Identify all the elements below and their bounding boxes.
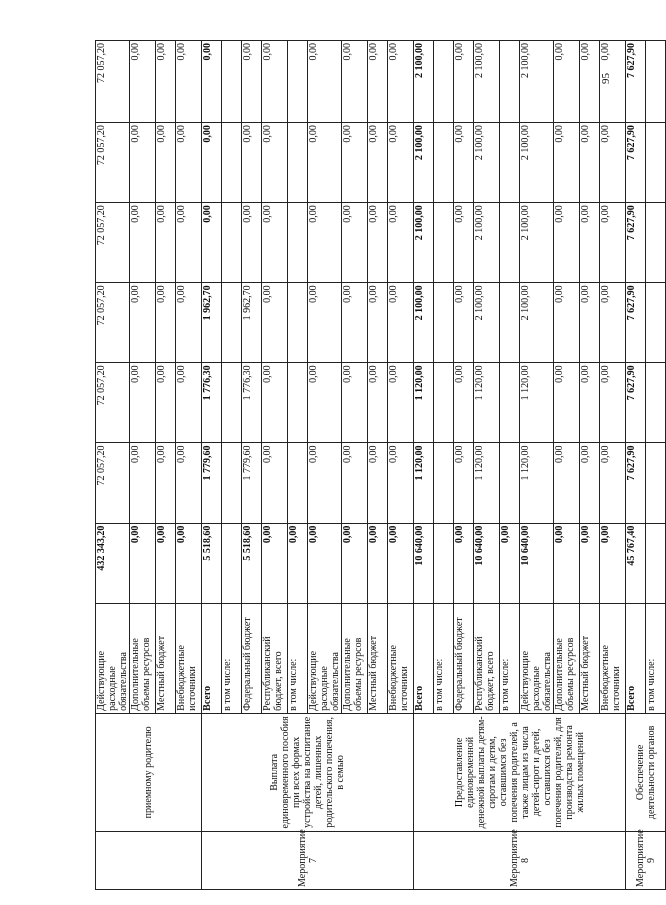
funding-source-cell: Местный бюджет (156, 603, 176, 713)
amount-cell: 0,00 (454, 283, 474, 363)
amount-cell: 0,00 (176, 123, 202, 203)
amount-cell (288, 123, 308, 203)
event-number-cell: Мероприятие 7 (202, 831, 414, 889)
amount-cell: 2 100,00 (520, 283, 554, 363)
amount-cell: 1 962,70 (242, 283, 262, 363)
amount-cell (646, 41, 666, 123)
event-name-cell: Предоставление единовременной денежной выплаты детям-сиротам и детям, оставшимся без попечения родителей, а также лицам из числа детей-сирот и детей, оставшихся без попечения родителей, для производства ремонта жилых помещений (414, 713, 626, 831)
amount-cell: 1 120,00 (474, 443, 500, 523)
funding-source-cell: в том числе: (500, 603, 520, 713)
amount-cell: 0,00 (368, 363, 388, 443)
amount-cell: 0,00 (454, 443, 474, 523)
amount-cell: 0,00 (130, 123, 156, 203)
amount-cell (500, 123, 520, 203)
amount-cell: 0,00 (388, 283, 414, 363)
amount-cell: 0,00 (554, 123, 580, 203)
funding-source-cell: Местный бюджет (368, 603, 388, 713)
amount-cell (222, 41, 242, 123)
amount-cell (434, 203, 454, 283)
event-number-cell: Мероприятие 9 (626, 831, 666, 889)
amount-cell (434, 363, 454, 443)
amount-cell (288, 41, 308, 123)
amount-cell: 0,00 (600, 283, 626, 363)
funding-source-cell: Действующие расходные обязательства (520, 603, 554, 713)
amount-cell: 5 518,60 (242, 523, 262, 603)
amount-cell: 2 100,00 (414, 283, 434, 363)
amount-cell: 0,00 (156, 123, 176, 203)
amount-cell: 72 057,20 (96, 123, 130, 203)
amount-cell: 0,00 (368, 283, 388, 363)
event-name-cell: приемному родителю (96, 713, 202, 831)
amount-cell: 0,00 (600, 363, 626, 443)
amount-cell: 2 100,00 (520, 41, 554, 123)
amount-cell: 2 100,00 (520, 123, 554, 203)
amount-cell: 0,00 (454, 123, 474, 203)
amount-cell: 0,00 (156, 283, 176, 363)
amount-cell: 1 120,00 (520, 363, 554, 443)
amount-cell: 10 640,00 (520, 523, 554, 603)
amount-cell: 0,00 (600, 123, 626, 203)
amount-cell: 72 057,20 (96, 283, 130, 363)
amount-cell (434, 41, 454, 123)
amount-cell: 0,00 (308, 41, 342, 123)
amount-cell (288, 363, 308, 443)
amount-cell: 10 640,00 (414, 523, 434, 603)
amount-cell: 1 120,00 (414, 443, 434, 523)
funding-source-cell: Республиканский бюджет, всего (262, 603, 288, 713)
amount-cell: 0,00 (342, 123, 368, 203)
funding-source-cell: в том числе: (288, 603, 308, 713)
funding-source-cell: Действующие расходные обязательства (308, 603, 342, 713)
amount-cell: 0,00 (342, 41, 368, 123)
amount-cell: 0,00 (130, 203, 156, 283)
amount-cell: 0,00 (580, 283, 600, 363)
amount-cell: 1 962,70 (202, 283, 222, 363)
amount-cell: 0,00 (454, 363, 474, 443)
amount-cell: 0,00 (368, 443, 388, 523)
amount-cell: 0,00 (308, 363, 342, 443)
amount-cell: 0,00 (176, 363, 202, 443)
amount-cell: 0,00 (580, 363, 600, 443)
amount-cell: 0,00 (368, 203, 388, 283)
funding-source-cell: в том числе: (434, 603, 454, 713)
amount-cell: 0,00 (342, 203, 368, 283)
amount-cell: 0,00 (308, 443, 342, 523)
funding-source-cell: Всего (626, 603, 646, 713)
amount-cell: 0,00 (368, 123, 388, 203)
funding-source-cell: Федеральный бюджет (454, 603, 474, 713)
amount-cell: 2 100,00 (474, 203, 500, 283)
amount-cell: 1 776,30 (202, 363, 222, 443)
table-row (96, 41, 130, 890)
funding-source-cell: Внебюджетные источники (388, 603, 414, 713)
amount-cell (500, 283, 520, 363)
amount-cell: 1 776,30 (242, 363, 262, 443)
amount-cell (434, 523, 454, 603)
amount-cell: 72 057,20 (96, 443, 130, 523)
amount-cell: 0,00 (554, 283, 580, 363)
amount-cell (222, 283, 242, 363)
amount-cell: 0,00 (262, 443, 288, 523)
amount-cell: 0,00 (202, 41, 222, 123)
amount-cell: 0,00 (454, 41, 474, 123)
amount-cell: 0,00 (342, 443, 368, 523)
amount-cell: 0,00 (308, 523, 342, 603)
amount-cell (288, 443, 308, 523)
amount-cell: 0,00 (580, 41, 600, 123)
amount-cell: 2 100,00 (520, 203, 554, 283)
funding-source-cell: Всего (414, 603, 434, 713)
amount-cell: 0,00 (388, 523, 414, 603)
amount-cell (222, 363, 242, 443)
funding-source-cell: Всего (202, 603, 222, 713)
funding-source-cell: в том числе: (646, 603, 666, 713)
amount-cell: 1 779,60 (242, 443, 262, 523)
amount-cell: 0,00 (156, 523, 176, 603)
amount-cell: 0,00 (242, 203, 262, 283)
amount-cell (646, 283, 666, 363)
amount-cell: 7 627,90 (626, 123, 646, 203)
amount-cell: 0,00 (342, 363, 368, 443)
amount-cell: 0,00 (342, 523, 368, 603)
amount-cell: 2 100,00 (414, 123, 434, 203)
amount-cell: 5 518,60 (202, 523, 222, 603)
amount-cell: 1 120,00 (474, 363, 500, 443)
amount-cell (646, 523, 666, 603)
table-row (414, 41, 434, 890)
amount-cell: 0,00 (308, 123, 342, 203)
amount-cell: 0,00 (176, 523, 202, 603)
amount-cell: 0,00 (262, 523, 288, 603)
amount-cell: 0,00 (388, 443, 414, 523)
amount-cell: 0,00 (454, 203, 474, 283)
event-name-cell: Обеспечение деятельности органов (626, 713, 666, 831)
amount-cell: 0,00 (130, 443, 156, 523)
page-number: 95 (600, 73, 612, 84)
amount-cell: 0,00 (156, 203, 176, 283)
amount-cell: 0,00 (288, 523, 308, 603)
amount-cell (222, 523, 242, 603)
amount-cell (288, 203, 308, 283)
amount-cell: 0,00 (262, 283, 288, 363)
amount-cell (222, 443, 242, 523)
amount-cell (646, 443, 666, 523)
budget-table-body (96, 41, 666, 890)
amount-cell: 0,00 (242, 41, 262, 123)
amount-cell: 0,00 (156, 41, 176, 123)
table-row (626, 41, 646, 890)
amount-cell: 0,00 (388, 123, 414, 203)
amount-cell: 0,00 (176, 283, 202, 363)
amount-cell: 0,00 (308, 283, 342, 363)
funding-source-cell: Внебюджетные источники (600, 603, 626, 713)
amount-cell (646, 203, 666, 283)
amount-cell: 0,00 (580, 523, 600, 603)
amount-cell: 2 100,00 (474, 123, 500, 203)
funding-source-cell: Дополнительные объемы ресурсов (554, 603, 580, 713)
amount-cell: 0,00 (262, 363, 288, 443)
amount-cell: 0,00 (580, 123, 600, 203)
amount-cell: 0,00 (388, 203, 414, 283)
amount-cell: 7 627,90 (626, 363, 646, 443)
amount-cell (288, 283, 308, 363)
amount-cell: 0,00 (368, 523, 388, 603)
amount-cell: 0,00 (454, 523, 474, 603)
funding-source-cell: в том числе: (222, 603, 242, 713)
amount-cell (222, 123, 242, 203)
amount-cell: 0,00 (554, 363, 580, 443)
amount-cell: 0,00 (342, 283, 368, 363)
amount-cell: 45 767,40 (626, 523, 646, 603)
amount-cell: 0,00 (600, 41, 626, 123)
amount-cell (500, 443, 520, 523)
funding-source-cell: Дополнительные объемы ресурсов (342, 603, 368, 713)
amount-cell: 0,00 (262, 203, 288, 283)
amount-cell: 1 779,60 (202, 443, 222, 523)
funding-source-cell: Действующие расходные обязательства (96, 603, 130, 713)
funding-source-cell: Местный бюджет (580, 603, 600, 713)
funding-source-cell: Дополнительные объемы ресурсов (130, 603, 156, 713)
amount-cell: 0,00 (156, 443, 176, 523)
amount-cell: 72 057,20 (96, 363, 130, 443)
amount-cell (646, 123, 666, 203)
amount-cell (434, 283, 454, 363)
amount-cell: 7 627,90 (626, 443, 646, 523)
amount-cell: 0,00 (130, 283, 156, 363)
amount-cell (222, 203, 242, 283)
amount-cell (434, 443, 454, 523)
funding-source-cell: Внебюджетные источники (176, 603, 202, 713)
amount-cell: 1 120,00 (414, 363, 434, 443)
amount-cell: 0,00 (368, 41, 388, 123)
amount-cell: 0,00 (176, 41, 202, 123)
amount-cell: 0,00 (202, 203, 222, 283)
amount-cell: 0,00 (554, 41, 580, 123)
amount-cell: 0,00 (130, 523, 156, 603)
event-name-cell: Выплата единовременного пособия при всех формах устройства на воспитание детей, лишенных родительского попечения, в семью (202, 713, 414, 831)
amount-cell (500, 41, 520, 123)
amount-cell (500, 203, 520, 283)
amount-cell (434, 123, 454, 203)
amount-cell: 0,00 (202, 123, 222, 203)
amount-cell: 7 627,90 (626, 283, 646, 363)
amount-cell: 0,00 (130, 363, 156, 443)
amount-cell (646, 363, 666, 443)
amount-cell: 0,00 (242, 123, 262, 203)
amount-cell: 0,00 (262, 123, 288, 203)
amount-cell: 2 100,00 (474, 283, 500, 363)
amount-cell: 2 100,00 (414, 203, 434, 283)
amount-cell: 0,00 (156, 363, 176, 443)
budget-table (95, 40, 666, 890)
funding-source-cell: Республиканский бюджет, всего (474, 603, 500, 713)
amount-cell: 0,00 (176, 443, 202, 523)
amount-cell: 0,00 (176, 203, 202, 283)
funding-source-cell: Федеральный бюджет (242, 603, 262, 713)
amount-cell: 0,00 (554, 203, 580, 283)
amount-cell: 0,00 (130, 41, 156, 123)
amount-cell: 0,00 (580, 203, 600, 283)
amount-cell: 0,00 (600, 523, 626, 603)
amount-cell: 7 627,90 (626, 203, 646, 283)
amount-cell: 0,00 (554, 523, 580, 603)
amount-cell: 2 100,00 (414, 41, 434, 123)
amount-cell: 1 120,00 (520, 443, 554, 523)
amount-cell: 0,00 (262, 41, 288, 123)
amount-cell: 7 627,90 (626, 41, 646, 123)
event-number-cell (96, 831, 202, 889)
amount-cell: 0,00 (580, 443, 600, 523)
table-row (202, 41, 222, 890)
amount-cell: 0,00 (600, 203, 626, 283)
event-number-cell: Мероприятие 8 (414, 831, 626, 889)
amount-cell: 0,00 (388, 363, 414, 443)
amount-cell: 0,00 (554, 443, 580, 523)
amount-cell: 432 343,20 (96, 523, 130, 603)
amount-cell: 72 057,20 (96, 41, 130, 123)
amount-cell (500, 363, 520, 443)
amount-cell: 2 100,00 (474, 41, 500, 123)
amount-cell: 0,00 (308, 203, 342, 283)
amount-cell: 72 057,20 (96, 203, 130, 283)
amount-cell: 0,00 (388, 41, 414, 123)
amount-cell: 10 640,00 (474, 523, 500, 603)
amount-cell: 0,00 (500, 523, 520, 603)
amount-cell: 0,00 (600, 443, 626, 523)
